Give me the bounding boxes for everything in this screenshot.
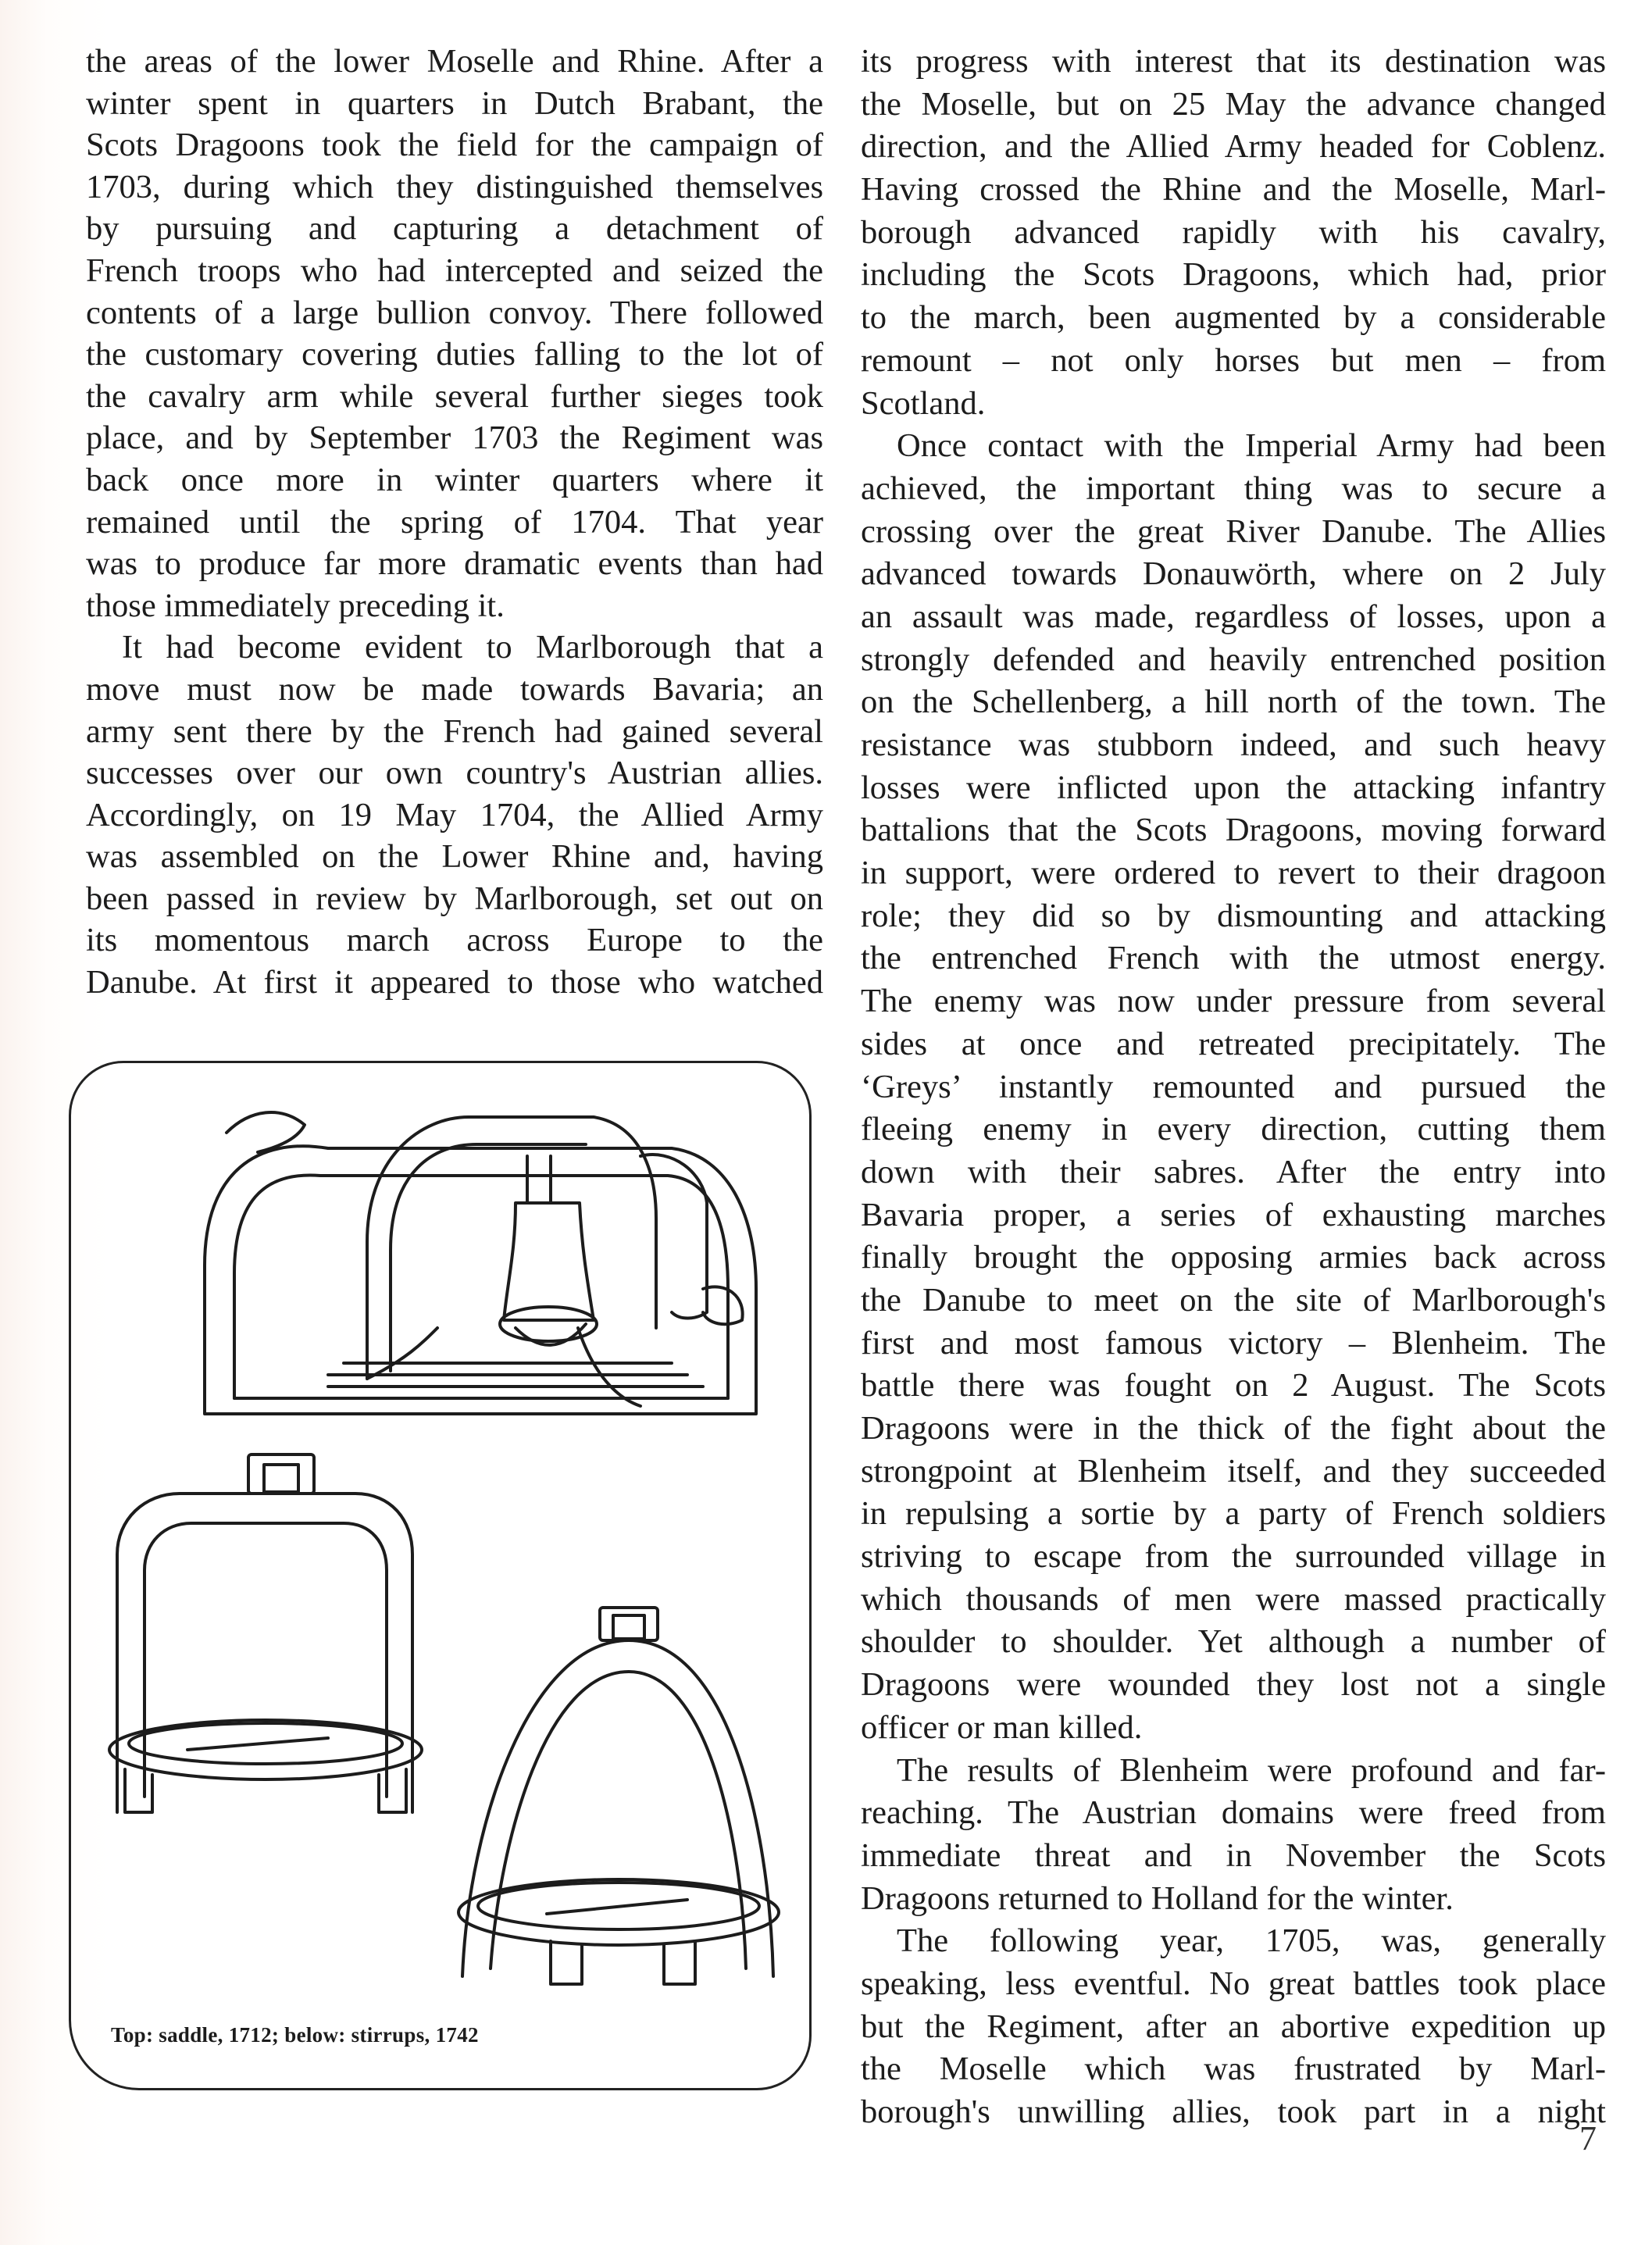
text-line: contents of a large bullion convoy. There followed <box>86 294 823 331</box>
text-line: The following year, 1705, was, generally <box>897 1922 1606 1960</box>
text-line: including the Scots Dragoons, which had, prior <box>861 256 1606 294</box>
text-line: in repulsing a sortie by a party of French soldiers <box>861 1495 1606 1533</box>
text-line: on the Schellenberg, a hill north of the town. The <box>861 683 1606 721</box>
text-line: strongpoint at Blenheim itself, and they succeeded <box>861 1452 1606 1490</box>
paragraph <box>861 41 1606 425</box>
text-line: It had become evident to Marlborough that a <box>122 629 823 666</box>
text-line: borough advanced rapidly with his cavalry, <box>861 213 1606 251</box>
text-line: immediate threat and in November the Scots <box>861 1836 1606 1874</box>
text-line: which thousands of men were massed practically <box>861 1580 1606 1618</box>
paragraph <box>86 41 823 626</box>
text-line: the entrenched French with the utmost energy. <box>861 940 1606 977</box>
text-line: Dragoons were in the thick of the fight about the <box>861 1410 1606 1447</box>
text-line: officer or man killed. <box>861 1708 1143 1746</box>
text-line: resistance was stubborn indeed, and such heavy <box>861 726 1606 763</box>
text-line: advanced towards Donauwörth, where on 2 July <box>861 555 1606 593</box>
text-line: fleeing enemy in every direction, cutting them <box>861 1111 1606 1148</box>
text-line: the Moselle which was frustrated by Marl- <box>861 2050 1606 2088</box>
text-line: battalions that the Scots Dragoons, moving forward <box>861 812 1606 849</box>
text-line: Danube. At first it appeared to those who watched <box>86 964 823 1001</box>
text-line: those immediately preceding it. <box>86 587 505 624</box>
text-line: sides at once and retreated precipitately. The <box>861 1025 1606 1062</box>
text-line: an assault was made, regardless of losses, upon a <box>861 598 1606 635</box>
text-line: the areas of the lower Moselle and Rhine. After a <box>86 43 823 80</box>
text-line: was assembled on the Lower Rhine and, having <box>86 838 823 876</box>
text-line: Scotland. <box>861 384 986 422</box>
text-line: army sent there by the French had gained several <box>86 712 823 750</box>
text-line: place, and by September 1703 the Regiment was <box>86 419 823 457</box>
text-line: Accordingly, on 19 May 1704, the Allied Army <box>86 796 823 833</box>
text-line: back once more in winter quarters where it <box>86 461 823 498</box>
text-line: the Moselle, but on 25 May the advance changed <box>861 85 1606 123</box>
right-text-column <box>861 41 1606 2134</box>
text-line: in support, were ordered to revert to their dragoon <box>861 855 1606 892</box>
figure-caption: Top: saddle, 1712; below: stirrups, 1742 <box>111 2023 479 2047</box>
paragraph <box>861 1920 1606 2133</box>
text-line: speaking, less eventful. No great battles took place <box>861 1965 1606 2002</box>
text-line: down with their sabres. After the entry into <box>861 1153 1606 1190</box>
text-line: the Danube to meet on the site of Marlborough's <box>861 1281 1606 1319</box>
text-line: achieved, the important thing was to secure a <box>861 469 1606 507</box>
left-text-column <box>86 41 823 1004</box>
text-line: winter spent in quarters in Dutch Brabant, the <box>86 84 823 122</box>
text-line: Bavaria proper, a series of exhausting marches <box>861 1196 1606 1233</box>
page-number: 7 <box>1579 2119 1597 2158</box>
text-line: ‘Greys’ instantly remounted and pursued the <box>861 1068 1606 1105</box>
text-line: role; they did so by dismounting and attacking <box>861 897 1606 934</box>
text-line: the cavalry arm while several further sieges took <box>86 377 823 415</box>
text-line: Dragoons were wounded they lost not a single <box>861 1666 1606 1704</box>
text-line: move must now be made towards Bavaria; an <box>86 670 823 708</box>
paragraph <box>861 425 1606 1749</box>
text-line: remount – not only horses but men – from <box>861 341 1606 379</box>
text-line: but the Regiment, after an abortive expedition up <box>861 2008 1606 2045</box>
text-line: striving to escape from the surrounded village in <box>861 1538 1606 1576</box>
paragraph <box>861 1750 1606 1921</box>
illustration-frame <box>69 1061 812 2090</box>
text-line: reaching. The Austrian domains were freed from <box>861 1794 1606 1832</box>
text-line: battle there was fought on 2 August. The Scots <box>861 1367 1606 1404</box>
text-line: strongly defended and heavily entrenched position <box>861 641 1606 678</box>
text-line: first and most famous victory – Blenheim. The <box>861 1324 1606 1362</box>
text-line: French troops who had intercepted and seized the <box>86 252 823 289</box>
text-line: remained until the spring of 1704. That year <box>86 503 823 541</box>
text-line: direction, and the Allied Army headed for Coblenz. <box>861 128 1606 166</box>
text-line: The enemy was now under pressure from several <box>861 983 1606 1020</box>
text-line: to the march, been augmented by a considerable <box>861 299 1606 337</box>
text-line: successes over our own country's Austrian allies. <box>86 755 823 792</box>
text-line: The results of Blenheim were profound and far- <box>897 1751 1606 1789</box>
paragraph <box>86 626 823 1003</box>
text-line: shoulder to shoulder. Yet although a number of <box>861 1623 1606 1661</box>
text-line: by pursuing and capturing a detachment of <box>86 210 823 248</box>
text-line: Dragoons returned to Holland for the winter. <box>861 1879 1454 1917</box>
text-line: crossing over the great River Danube. The Allies <box>861 512 1606 550</box>
text-line: its momentous march across Europe to the <box>86 922 823 959</box>
text-line: Having crossed the Rhine and the Moselle, Marl- <box>861 171 1606 209</box>
text-line: been passed in review by Marlborough, set out on <box>86 880 823 917</box>
text-line: the customary covering duties falling to the lot of <box>86 336 823 373</box>
text-line: was to produce far more dramatic events than had <box>86 545 823 583</box>
text-line: finally brought the opposing armies back across <box>861 1239 1606 1276</box>
text-line: borough's unwilling allies, took part in a night <box>861 2093 1606 2130</box>
text-line: Once contact with the Imperial Army had been <box>897 427 1606 465</box>
text-line: 1703, during which they distinguished themselves <box>86 168 823 205</box>
text-line: its progress with interest that its destination was <box>861 43 1606 80</box>
text-line: losses were inflicted upon the attacking infantry <box>861 769 1606 806</box>
text-line: Scots Dragoons took the field for the campaign of <box>86 127 823 164</box>
